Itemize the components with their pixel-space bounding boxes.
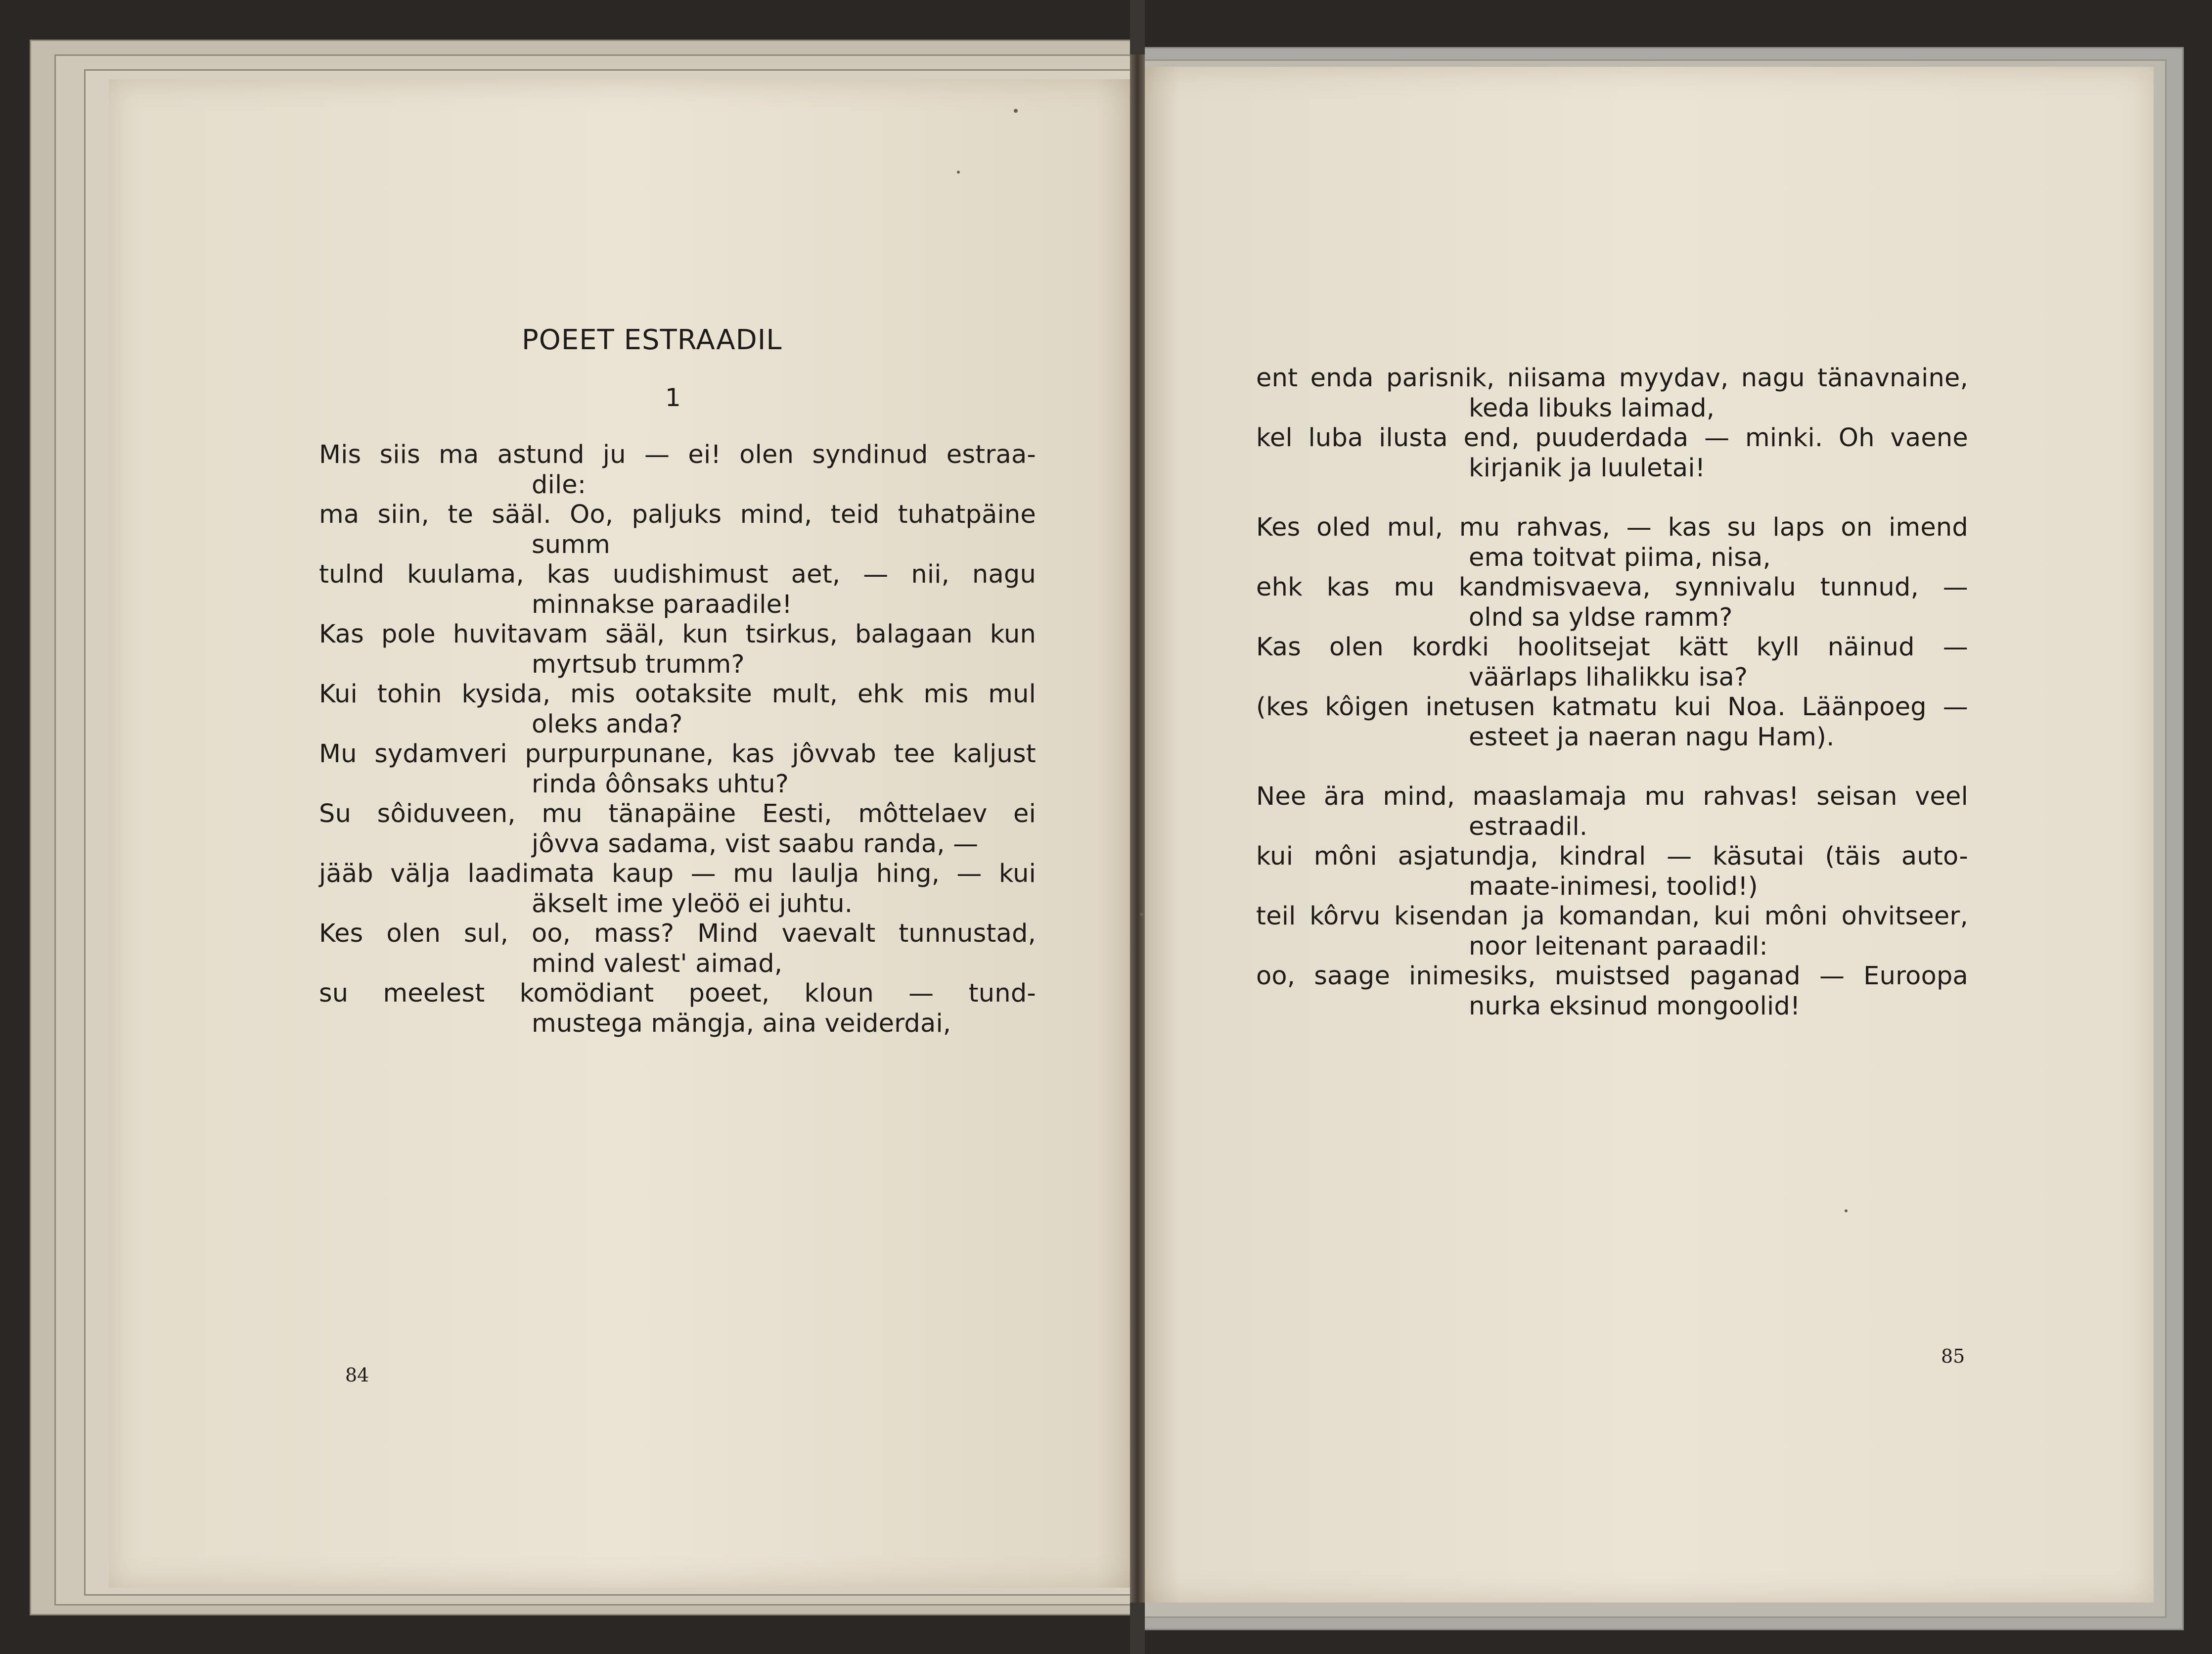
poem-line-continuation: nurka eksinud mongoolid!: [1469, 991, 1801, 1021]
right-page-poem: [1256, 364, 1968, 1021]
poem-line-continuation: keda libuks laimad,: [1469, 393, 1715, 423]
section-number: 1: [665, 383, 681, 412]
poem-line: kel luba ilusta end, puuderdada — minki. Oh vaene: [1256, 423, 1968, 453]
poem-line-continuation: mind valest' aimad,: [532, 949, 783, 978]
paper-speck: [1014, 109, 1018, 113]
poem-line-continuation: esteet ja naeran nagu Ham).: [1469, 722, 1835, 752]
poem-line-continuation: oleks anda?: [532, 709, 683, 739]
poem-line: Su sôiduveen, mu tänapäine Eesti, môttelaev ei: [319, 799, 1036, 828]
poem-line: Kas pole huvitavam sääl, kun tsirkus, balagaan kun: [319, 620, 1036, 649]
poem-line-continuation: summ: [532, 530, 611, 559]
stanza-break: [1256, 752, 1968, 782]
page-number-right: 85: [1941, 1345, 1965, 1367]
gutter-binding-bottom: [1130, 1603, 1145, 1654]
poem-line-continuation: minnakse paraadile!: [532, 590, 792, 619]
poem-line: (kes kôigen inetusen katmatu kui Noa. Läänpoeg —: [1256, 692, 1968, 722]
poem-line-continuation: ema toitvat piima, nisa,: [1469, 543, 1771, 572]
poem-line: tulnd kuulama, kas uudishimust aet, — nii, nagu: [319, 560, 1036, 589]
poem-line: Mu sydamveri purpurpunane, kas jôvvab tee kaljust: [319, 739, 1036, 769]
poem-line-continuation: myrtsub trumm?: [532, 649, 745, 679]
stanza-break: [1256, 483, 1968, 513]
poem-line: Kes olen sul, oo, mass? Mind vaevalt tunnustad,: [319, 919, 1036, 948]
book-gutter: [1130, 49, 1145, 1632]
poem-line: ehk kas mu kandmisvaeva, synnivalu tunnud, —: [1256, 573, 1968, 602]
paper-speck: [1845, 1209, 1848, 1212]
left-page-poem: [319, 440, 1036, 1039]
poem-line: ma siin, te sääl. Oo, paljuks mind, teid tuhatpäine: [319, 500, 1036, 529]
poem-line: ent enda parisnik, niisama myydav, nagu tänavnaine,: [1256, 364, 1968, 393]
page-number-left: 84: [345, 1364, 369, 1386]
poem-line: Kui tohin kysida, mis ootaksite mult, ehk mis mul: [319, 680, 1036, 709]
poem-line: kui môni asjatundja, kindral — käsutai (täis auto-: [1256, 842, 1968, 871]
poem-line: Mis siis ma astund ju — ei! olen syndinud estraa-: [319, 440, 1036, 469]
poem-line-continuation: mustega mängja, aina veiderdai,: [532, 1009, 951, 1038]
poem-line-continuation: dile:: [532, 470, 587, 500]
poem-line-continuation: rinda ôônsaks uhtu?: [532, 769, 789, 799]
poem-line: Kes oled mul, mu rahvas, — kas su laps on imend: [1256, 513, 1968, 542]
poem-line: jääb välja laadimata kaup — mu laulja hing, — kui: [319, 859, 1036, 888]
poem-line-continuation: estraadil.: [1469, 812, 1588, 841]
poem-line-continuation: äkselt ime yleöö ei juhtu.: [532, 889, 853, 919]
poem-line-continuation: maate-inimesi, toolid!): [1469, 872, 1758, 901]
poem-line-continuation: noor leitenant paraadil:: [1469, 931, 1768, 961]
poem-line: Nee ära mind, maaslamaja mu rahvas! seisan veel: [1256, 782, 1968, 811]
poem-line: Kas olen kordki hoolitsejat kätt kyll näinud —: [1256, 633, 1968, 662]
paper-speck: [957, 171, 960, 174]
poem-line-continuation: kirjanik ja luuletai!: [1469, 453, 1706, 483]
poem-line: su meelest komödiant poeet, kloun — tund-: [319, 979, 1036, 1008]
poem-line: oo, saage inimesiks, muistsed paganad — Euroopa: [1256, 962, 1968, 991]
gutter-binding-top: [1130, 0, 1145, 54]
poem-line-continuation: jôvva sadama, vist saabu randa, —: [532, 829, 979, 859]
poem-line-continuation: väärlaps lihalikku isa?: [1469, 662, 1748, 692]
poem-line: teil kôrvu kisendan ja komandan, kui môni ohvitseer,: [1256, 902, 1968, 931]
poem-title: POEET ESTRAADIL: [522, 324, 782, 356]
poem-line-continuation: olnd sa yldse ramm?: [1469, 602, 1733, 632]
paper-speck: [1140, 913, 1143, 916]
